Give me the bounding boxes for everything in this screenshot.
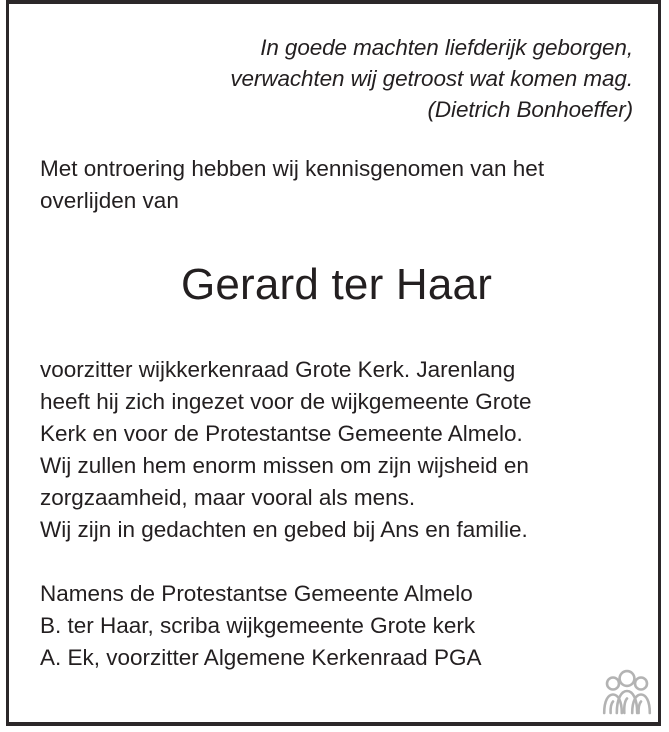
- intro-paragraph: [40, 153, 630, 217]
- body-line-4: Wij zullen hem enorm missen om zijn wijsheid en: [40, 453, 529, 478]
- quote-line-1: In goede machten liefderijk geborgen,: [260, 35, 633, 60]
- body-line-5: zorgzaamheid, maar vooral als mens.: [40, 485, 416, 510]
- epitaph-quote: [40, 0, 633, 125]
- group-of-people-icon: [601, 668, 653, 716]
- tribute-body: [40, 354, 633, 546]
- signature-block: [40, 578, 633, 674]
- intro-line-1: Met ontroering hebben wij kennisgenomen van het: [40, 156, 545, 181]
- body-line-1: voorzitter wijkkerkenraad Grote Kerk. Jarenlang: [40, 357, 516, 382]
- signature-line-1: Namens de Protestantse Gemeente Almelo: [40, 581, 473, 606]
- intro-line-2: overlijden van: [40, 188, 179, 213]
- body-line-6: Wij zijn in gedachten en gebed bij Ans en familie.: [40, 517, 528, 542]
- signature-line-2: B. ter Haar, scriba wijkgemeente Grote kerk: [40, 613, 476, 638]
- quote-line-2: verwachten wij getroost wat komen mag.: [230, 66, 633, 91]
- deceased-name: Gerard ter Haar: [180, 260, 493, 309]
- signature-line-3: A. Ek, voorzitter Algemene Kerkenraad PGA: [40, 645, 482, 670]
- quote-attribution: (Dietrich Bonhoeffer): [427, 97, 633, 122]
- body-line-3: Kerk en voor de Protestantse Gemeente Almelo.: [40, 421, 523, 446]
- body-line-2: heeft hij zich ingezet voor de wijkgemeente Grote: [40, 389, 532, 414]
